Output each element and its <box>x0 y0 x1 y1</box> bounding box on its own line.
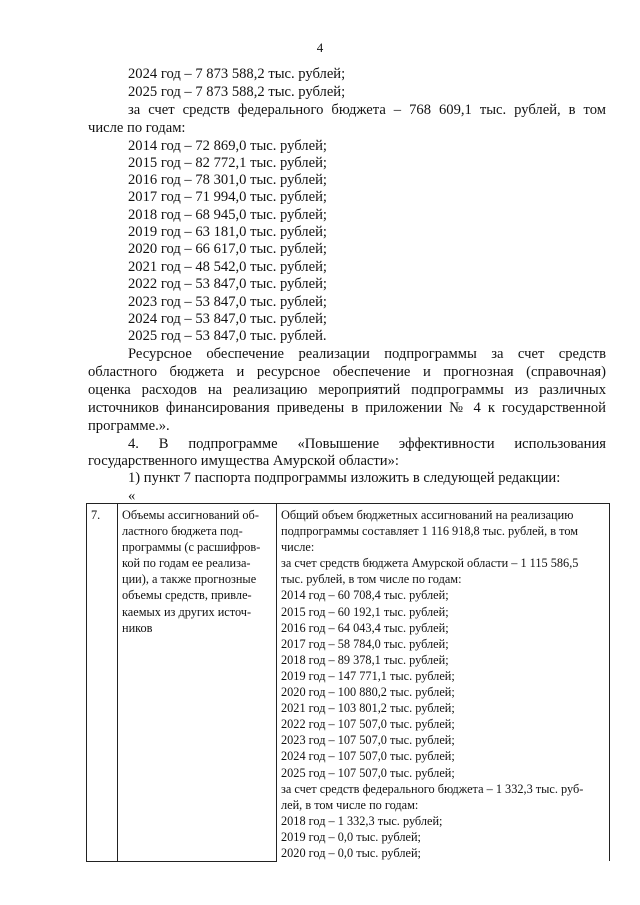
row-value-line: 2017 год – 58 784,0 тыс. рублей; <box>281 636 449 651</box>
row-value-line: 2015 год – 60 192,1 тыс. рублей; <box>281 604 449 619</box>
row-value-line: 2024 год – 107 507,0 тыс. рублей; <box>281 749 455 764</box>
federal-year-line: 2017 год – 71 994,0 тыс. рублей; <box>128 189 327 205</box>
federal-year-line: 2018 год – 68 945,0 тыс. рублей; <box>128 207 327 223</box>
item-4-heading: государственного имущества Амурской области»: <box>88 453 399 469</box>
resource-paragraph-line: оценка расходов на реализацию мероприятий подпрограммы из различных <box>88 382 606 398</box>
federal-intro-line: за счет средств федерального бюджета – 768 609,1 тыс. рублей, в том <box>128 102 606 118</box>
federal-year-line: 2015 год – 82 772,1 тыс. рублей; <box>128 155 327 171</box>
passport-table <box>86 503 610 862</box>
year-line: 2025 год – 7 873 588,2 тыс. рублей; <box>128 84 346 100</box>
row-value-line: за счет средств федерального бюджета – 1 332,3 тыс. руб- <box>281 781 584 796</box>
year-line: 2024 год – 7 873 588,2 тыс. рублей; <box>128 66 346 82</box>
row-value-line: 2019 год – 0,0 тыс. рублей; <box>281 829 421 844</box>
row-name-line: ластного бюджета под- <box>122 524 243 539</box>
row-value-line: лей, в том числе по годам: <box>281 797 419 812</box>
resource-paragraph-line: источников финансирования приведены в приложении № 4 к государственной <box>88 400 606 416</box>
page-number: 4 <box>316 40 324 55</box>
resource-paragraph-line: Ресурсное обеспечение реализации подпрограммы за счет средств <box>128 346 606 362</box>
table-row <box>87 504 610 862</box>
row-value-line: 2014 год – 60 708,4 тыс. рублей; <box>281 588 449 603</box>
row-value-line: 2022 год – 107 507,0 тыс. рублей; <box>281 717 455 732</box>
federal-year-line: 2023 год – 53 847,0 тыс. рублей; <box>128 294 327 310</box>
item-4-1-text: 1) пункт 7 паспорта подпрограммы изложить в следующей редакции: <box>128 470 561 486</box>
federal-year-line: 2014 год – 72 869,0 тыс. рублей; <box>128 138 327 154</box>
federal-year-line: 2024 год – 53 847,0 тыс. рублей; <box>128 311 327 327</box>
row-name-line: Объемы ассигнований об- <box>122 508 259 522</box>
row-name-line: ников <box>122 620 153 635</box>
row-value-line: 2025 год – 107 507,0 тыс. рублей; <box>281 765 455 780</box>
row-value-line: Общий объем бюджетных ассигнований на реализацию <box>281 508 574 522</box>
resource-paragraph-line: областного бюджета и ресурсное обеспечение и прогнозная (справочная) <box>88 364 606 380</box>
row-value-line: 2023 год – 107 507,0 тыс. рублей; <box>281 733 455 748</box>
row-value-line: за счет средств бюджета Амурской области – 1 115 586,5 <box>281 556 579 571</box>
resource-paragraph-line: программе.». <box>88 418 170 434</box>
row-value-line: подпрограммы составляет 1 116 918,8 тыс. рублей, в том <box>281 524 579 539</box>
row-name-line: ции), а также прогнозные <box>122 572 257 587</box>
row-value-line: 2016 год – 64 043,4 тыс. рублей; <box>281 620 449 635</box>
row-value-line: 2020 год – 100 880,2 тыс. рублей; <box>281 685 455 700</box>
federal-year-line: 2025 год – 53 847,0 тыс. рублей. <box>128 328 327 344</box>
item-4-heading: 4. В подпрограмме «Повышение эффективности использования <box>128 436 606 452</box>
row-value-line: 2019 год – 147 771,1 тыс. рублей; <box>281 668 455 683</box>
federal-year-line: 2019 год – 63 181,0 тыс. рублей; <box>128 224 327 240</box>
row-value-line: 2018 год – 89 378,1 тыс. рублей; <box>281 652 449 667</box>
federal-year-line: 2016 год – 78 301,0 тыс. рублей; <box>128 172 327 188</box>
row-value-line: 2020 год – 0,0 тыс. рублей; <box>281 845 421 860</box>
federal-year-line: 2020 год – 66 617,0 тыс. рублей; <box>128 241 327 257</box>
federal-year-line: 2022 год – 53 847,0 тыс. рублей; <box>128 276 327 292</box>
row-name-line: объемы средств, привле- <box>122 588 252 603</box>
row-value-line: тыс. рублей, в том числе по годам: <box>281 572 462 587</box>
row-value-line: 2021 год – 103 801,2 тыс. рублей; <box>281 701 455 716</box>
row-number-cell <box>87 504 118 862</box>
row-name-cell <box>118 504 277 862</box>
row-name-line: кой по годам ее реализа- <box>122 556 251 571</box>
row-number: 7. <box>91 508 101 522</box>
open-quote: « <box>128 488 136 504</box>
federal-year-line: 2021 год – 48 542,0 тыс. рублей; <box>128 259 327 275</box>
row-name-line: каемых из других источ- <box>122 604 252 619</box>
row-value-cell <box>277 504 610 862</box>
federal-intro-line: числе по годам: <box>88 120 186 136</box>
row-value-line: числе: <box>281 540 315 555</box>
row-value-line: 2018 год – 1 332,3 тыс. рублей; <box>281 813 443 828</box>
row-name-line: программы (с расшифров- <box>122 540 261 555</box>
